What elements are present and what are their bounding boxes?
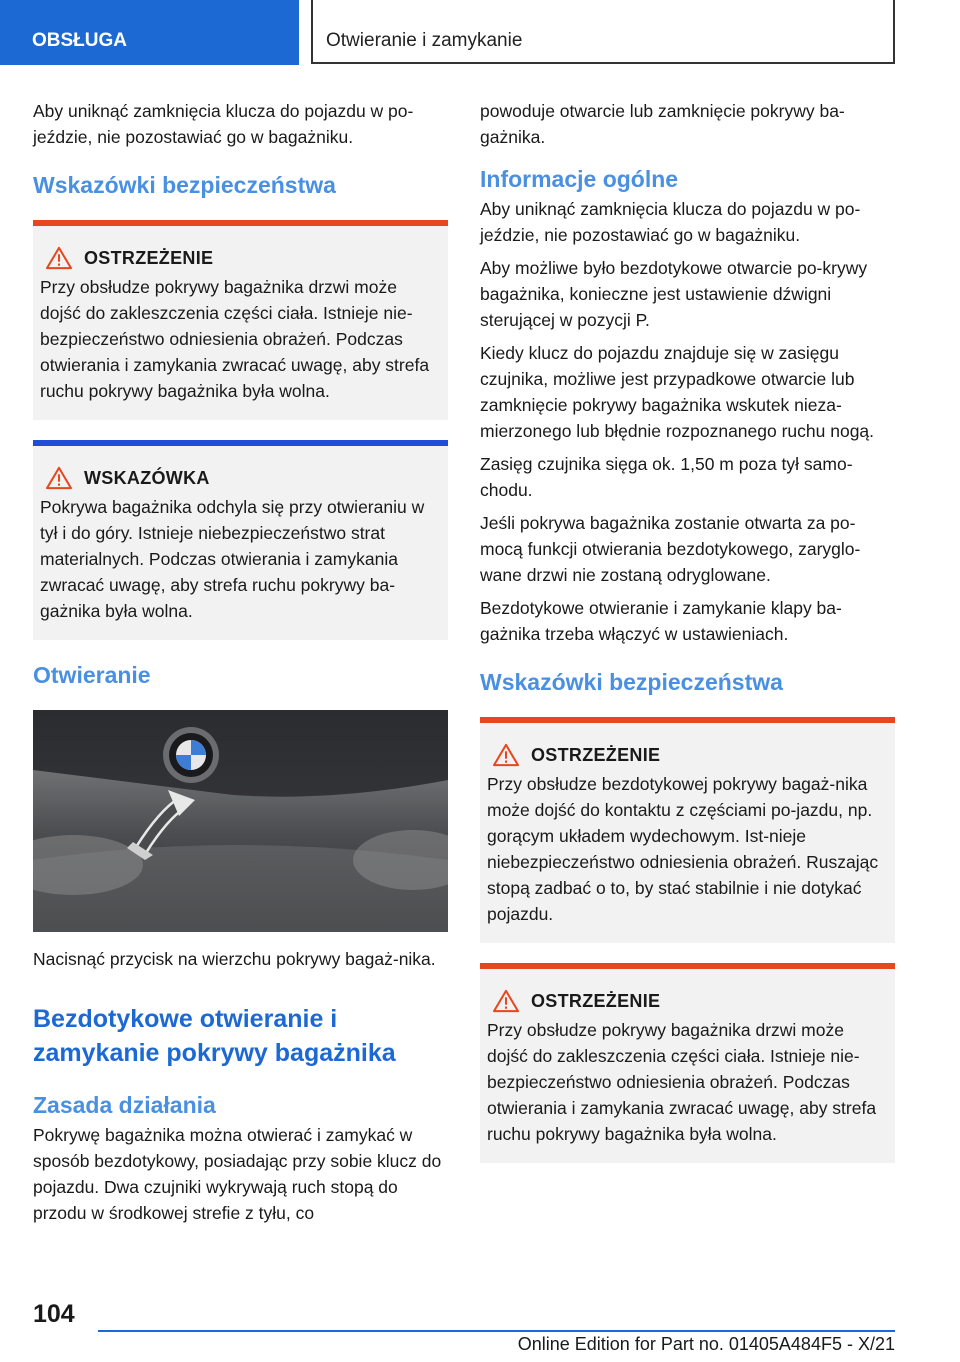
- right-column: [480, 98, 895, 1183]
- safety-heading: Wskazówki bezpieczeństwa: [33, 172, 336, 198]
- touchless-heading: Bezdotykowe otwieranie i zamykanie pokrywy bagażnika: [33, 1005, 396, 1067]
- warning-text: Przy obsłudze pokrywy bagażnika drzwi może dojść do zakleszczenia części ciała. Istnieje nie-bezpieczeństwo odniesienia obrażeń. Podczas otwierania i zamykania zwracać uwagę, aby strefa ruchu pokrywy bagażnika była wolna.: [40, 277, 430, 401]
- section-tab: OBSŁUGA: [0, 0, 299, 65]
- photo-caption: Nacisnąć przycisk na wierzchu pokrywy bagaż-nika.: [33, 949, 436, 969]
- warning-title: OSTRZEŻENIE: [531, 990, 661, 1011]
- general-paragraph: Bezdotykowe otwieranie i zamykanie klapy ba-gażnika trzeba włączyć w ustawieniach.: [480, 598, 842, 644]
- general-paragraph: Jeśli pokrywa bagażnika zostanie otwarta za po-mocą funkcji otwierania bezdotykowego, zaryglo-wane drzwi nie zostaną odryglowane.: [480, 513, 861, 585]
- warning-triangle-icon: [491, 989, 521, 1013]
- edition-footer: Online Edition for Part no. 01405A484F5 - X/21: [517, 1334, 895, 1354]
- safety-heading: Wskazówki bezpieczeństwa: [480, 669, 783, 695]
- warning-triangle-icon: [491, 743, 521, 767]
- general-info-heading: Informacje ogólne: [480, 166, 679, 192]
- notice-box: [33, 440, 448, 640]
- trunk-button-photo: [33, 710, 448, 932]
- notice-text: Pokrywa bagażnika odchyla się przy otwieraniu w tył i do góry. Istnieje niebezpieczeństwo strat materialnych. Podczas otwierania i zamykania zwracać uwagę, aby strefa ruchu pokrywy ba-gażnika była wolna.: [40, 497, 425, 621]
- page-number: 104: [33, 1300, 75, 1328]
- warning-title: OSTRZEŻENIE: [84, 247, 214, 268]
- warning-box: [480, 717, 895, 943]
- warning-triangle-icon: [44, 466, 74, 490]
- footer-divider: [98, 1330, 895, 1332]
- principle-text: Pokrywę bagażnika można otwierać i zamykać w sposób bezdotykowy, posiadając przy sobie klucz do pojazdu. Dwa czujniki wykrywają ruch stopą do przodu w środkowej strefie z tyłu, co: [33, 1125, 442, 1223]
- general-paragraph: Kiedy klucz do pojazdu znajduje się w zasięgu czujnika, możliwe jest przypadkowe otwarcie lub zamknięcie pokrywy bagażnika wskutek nieza-mierzonego lub błędnie rozpoznanego ruchu nogą.: [480, 343, 875, 441]
- warning-triangle-icon: [44, 246, 74, 270]
- warning-text: Przy obsłudze pokrywy bagażnika drzwi może dojść do zakleszczenia części ciała. Istnieje nie-bezpieczeństwo odniesienia obrażeń. Podczas otwierania i zamykania zwracać uwagę, aby strefa ruchu pokrywy bagażnika była wolna.: [487, 1020, 877, 1144]
- general-paragraph: Aby możliwe było bezdotykowe otwarcie po-krywy bagażnika, konieczne jest ustawienie dźwigni sterującej w pozycji P.: [480, 258, 868, 330]
- continued-paragraph: powoduje otwarcie lub zamknięcie pokrywy ba-gażnika.: [480, 101, 845, 147]
- opening-heading: Otwieranie: [33, 662, 151, 688]
- warning-text: Przy obsłudze bezdotykowej pokrywy bagaż-nika może dojść do kontaktu z częściami po-jazdu, np. gorącym układem wydechowym. Ist-nieje niebezpieczeństwo odniesienia obrażeń. Ruszając stopą zadbać o to, by stać stabilnie i nie dotykać pojazdu.: [487, 774, 879, 924]
- warning-title: OSTRZEŻENIE: [531, 744, 661, 765]
- notice-title: WSKAZÓWKA: [84, 467, 210, 488]
- principle-heading: Zasada działania: [33, 1092, 216, 1118]
- trunk-lid-illustration: [33, 710, 448, 932]
- warning-box: [480, 963, 895, 1163]
- intro-paragraph: Aby uniknąć zamknięcia klucza do pojazdu w po-jeździe, nie pozostawiać go w bagażniku.: [33, 101, 414, 147]
- general-paragraph: Zasięg czujnika sięga ok. 1,50 m poza tył samo-chodu.: [480, 454, 853, 500]
- warning-box: [33, 220, 448, 420]
- left-column: [33, 98, 448, 1233]
- general-paragraph: Aby uniknąć zamknięcia klucza do pojazdu w po-jeździe, nie pozostawiać go w bagażniku.: [480, 199, 861, 245]
- chapter-title: Otwieranie i zamykanie: [311, 0, 895, 64]
